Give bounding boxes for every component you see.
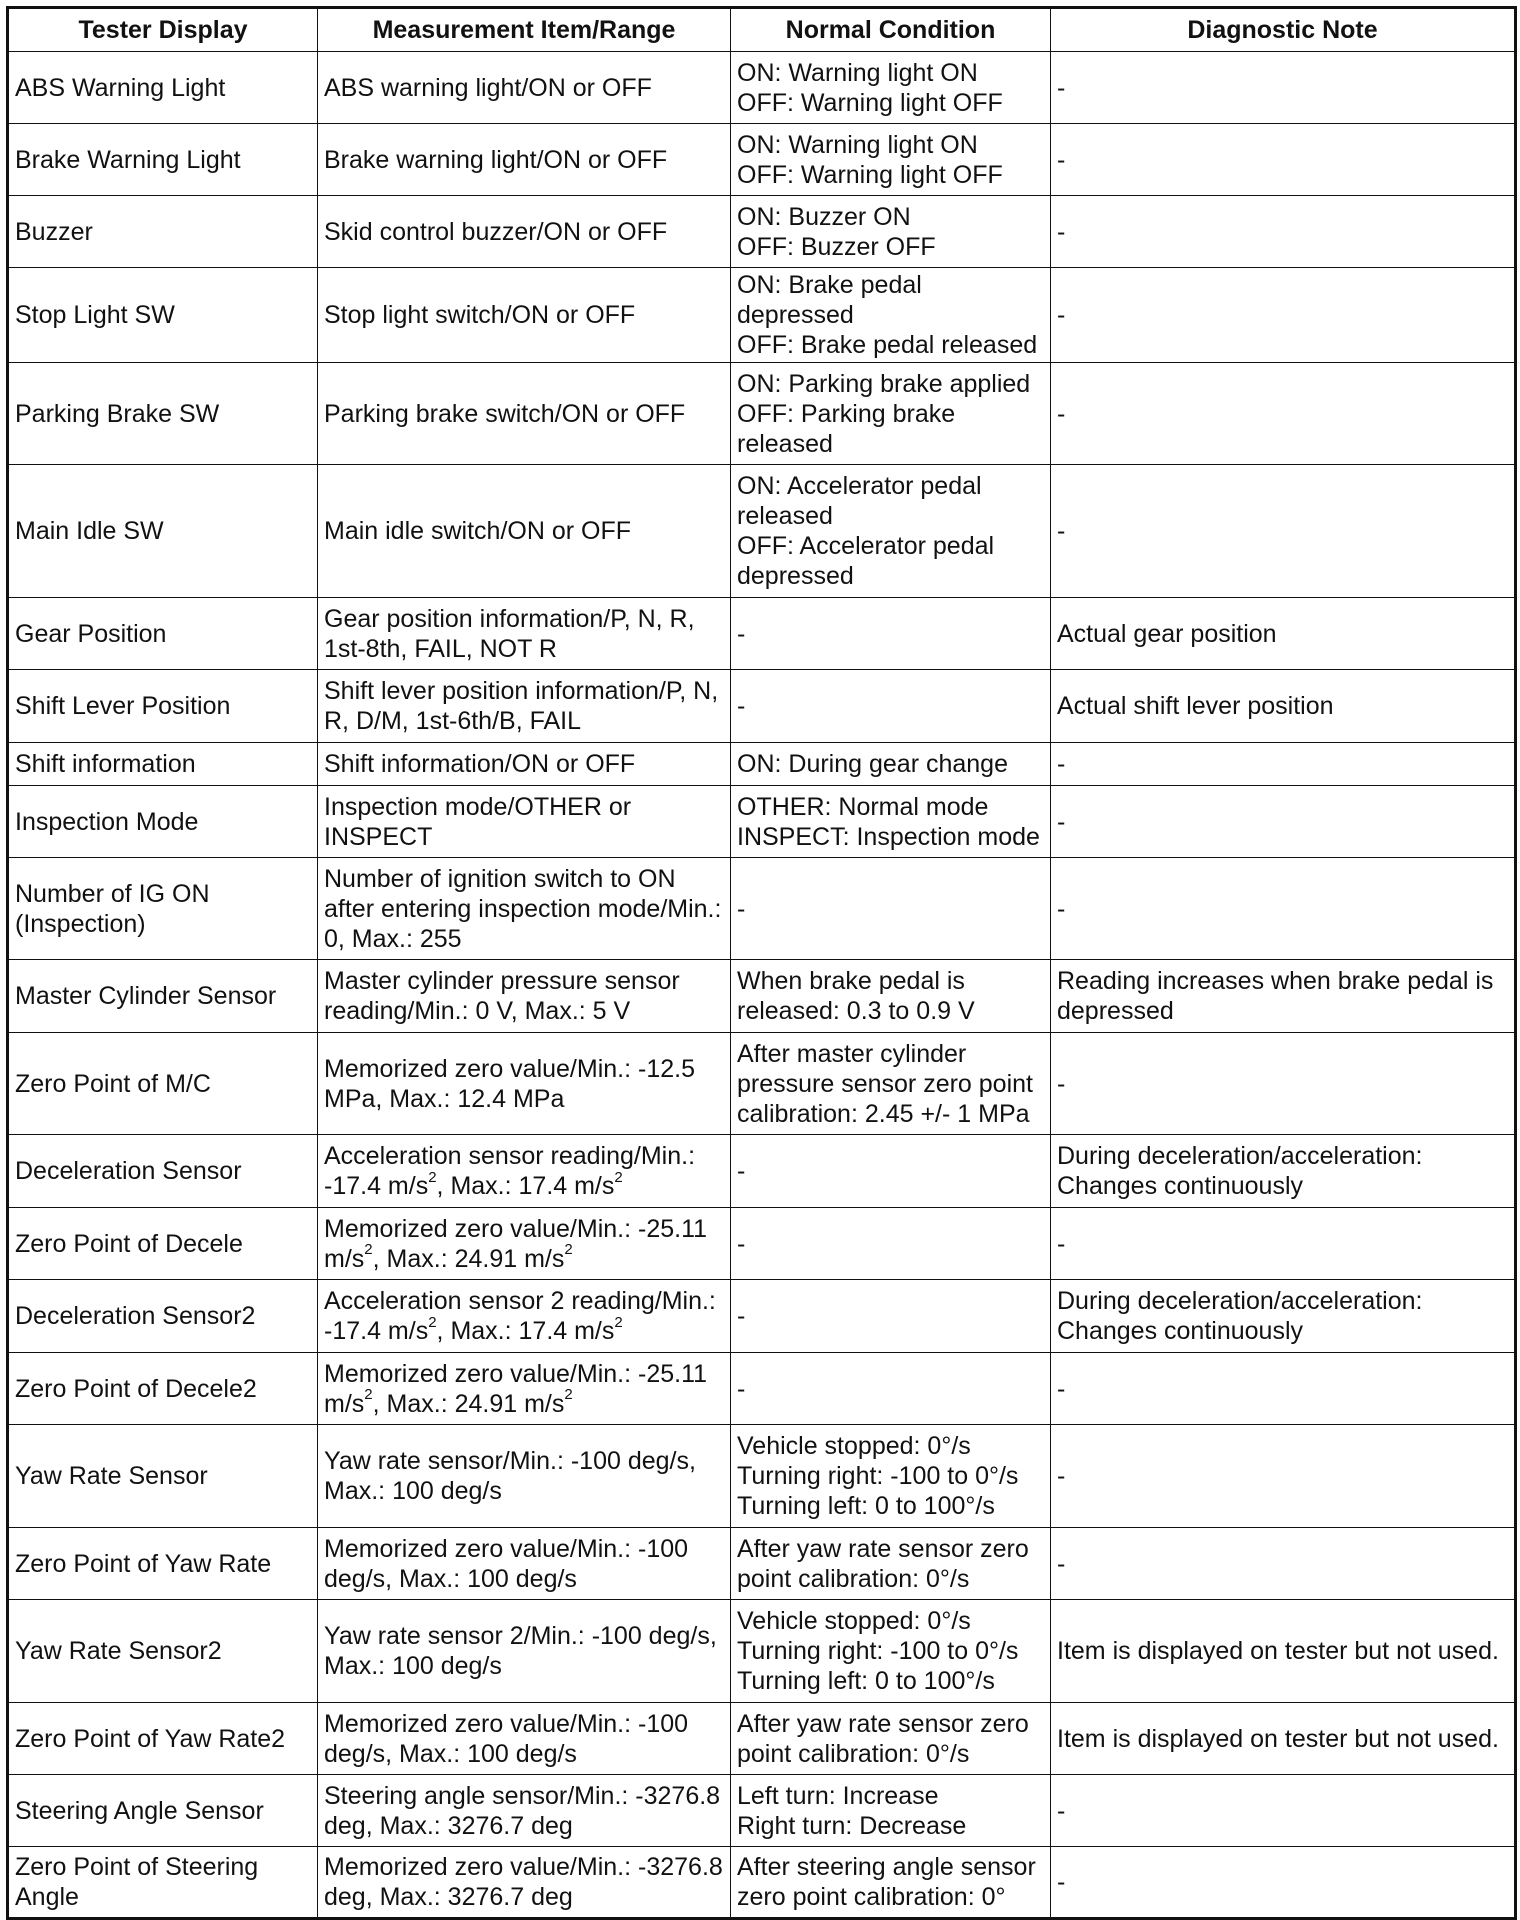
table-row xyxy=(8,1353,1516,1425)
cell-measurement-item: Yaw rate sensor 2/Min.: -100 deg/s, Max.: 100 deg/s xyxy=(318,1600,731,1703)
table-row xyxy=(8,124,1516,196)
cell-tester-display: Gear Position xyxy=(8,598,318,670)
cell-normal-condition: After steering angle sensor zero point calibration: 0° xyxy=(731,1847,1051,1919)
cell-tester-display: Main Idle SW xyxy=(8,465,318,598)
cell-normal-condition: ON: Parking brake applied OFF: Parking brake released xyxy=(731,363,1051,465)
cell-tester-display: Zero Point of Decele2 xyxy=(8,1353,318,1425)
cell-measurement-item: Memorized zero value/Min.: -25.11 $m/s^2$, Max.: 24.91 $m/s^2$ xyxy=(318,1353,731,1425)
cell-tester-display: Zero Point of Yaw Rate xyxy=(8,1528,318,1600)
cell-diagnostic-note: Actual shift lever position xyxy=(1051,670,1516,743)
table-row xyxy=(8,1425,1516,1528)
cell-tester-display: Brake Warning Light xyxy=(8,124,318,196)
cell-normal-condition: - xyxy=(731,1280,1051,1353)
table-row xyxy=(8,1033,1516,1135)
cell-normal-condition: ON: Warning light ON OFF: Warning light OFF xyxy=(731,124,1051,196)
cell-measurement-item: Acceleration sensor 2 reading/Min.: -17.4 $m/s^2$, Max.: 17.4 $m/s^2$ xyxy=(318,1280,731,1353)
cell-diagnostic-note: - xyxy=(1051,1847,1516,1919)
cell-tester-display: Yaw Rate Sensor2 xyxy=(8,1600,318,1703)
cell-normal-condition: Vehicle stopped: 0°/s Turning right: -100 to 0°/s Turning left: 0 to 100°/s xyxy=(731,1600,1051,1703)
cell-diagnostic-note: - xyxy=(1051,786,1516,858)
cell-diagnostic-note: - xyxy=(1051,743,1516,786)
cell-measurement-item: Shift information/ON or OFF xyxy=(318,743,731,786)
table-row xyxy=(8,1775,1516,1847)
header-tester-display: Tester Display xyxy=(8,8,318,52)
cell-diagnostic-note: - xyxy=(1051,1528,1516,1600)
cell-normal-condition: - xyxy=(731,1208,1051,1280)
cell-measurement-item: Memorized zero value/Min.: -12.5 MPa, Max.: 12.4 MPa xyxy=(318,1033,731,1135)
cell-measurement-item: Acceleration sensor reading/Min.: -17.4 $m/s^2$, Max.: 17.4 $m/s^2$ xyxy=(318,1135,731,1208)
cell-tester-display: Master Cylinder Sensor xyxy=(8,960,318,1033)
cell-normal-condition: ON: During gear change xyxy=(731,743,1051,786)
cell-tester-display: Deceleration Sensor xyxy=(8,1135,318,1208)
cell-diagnostic-note: During deceleration/acceleration: Changes continuously xyxy=(1051,1135,1516,1208)
cell-tester-display: Zero Point of Steering Angle xyxy=(8,1847,318,1919)
table-row xyxy=(8,1208,1516,1280)
cell-diagnostic-note: During deceleration/acceleration: Changes continuously xyxy=(1051,1280,1516,1353)
cell-normal-condition: When brake pedal is released: 0.3 to 0.9 V xyxy=(731,960,1051,1033)
cell-measurement-item: Master cylinder pressure sensor reading/Min.: 0 V, Max.: 5 V xyxy=(318,960,731,1033)
table-row xyxy=(8,960,1516,1033)
cell-tester-display: Zero Point of Decele xyxy=(8,1208,318,1280)
table-row xyxy=(8,786,1516,858)
cell-diagnostic-note: - xyxy=(1051,363,1516,465)
table-row xyxy=(8,858,1516,960)
cell-diagnostic-note: - xyxy=(1051,1775,1516,1847)
diagnostic-data-sheet xyxy=(6,6,1514,1920)
cell-normal-condition: After yaw rate sensor zero point calibration: 0°/s xyxy=(731,1703,1051,1775)
cell-normal-condition: - xyxy=(731,1353,1051,1425)
cell-diagnostic-note: Actual gear position xyxy=(1051,598,1516,670)
table-body xyxy=(8,52,1516,1919)
header-diagnostic-note: Diagnostic Note xyxy=(1051,8,1516,52)
cell-normal-condition: OTHER: Normal mode INSPECT: Inspection mode xyxy=(731,786,1051,858)
table-row xyxy=(8,52,1516,124)
cell-diagnostic-note: - xyxy=(1051,858,1516,960)
table-row xyxy=(8,196,1516,268)
cell-tester-display: Inspection Mode xyxy=(8,786,318,858)
cell-normal-condition: Vehicle stopped: 0°/s Turning right: -100 to 0°/s Turning left: 0 to 100°/s xyxy=(731,1425,1051,1528)
data-list-table xyxy=(6,6,1517,1920)
header-measurement-item: Measurement Item/Range xyxy=(318,8,731,52)
cell-tester-display: Deceleration Sensor2 xyxy=(8,1280,318,1353)
cell-normal-condition: Left turn: Increase Right turn: Decrease xyxy=(731,1775,1051,1847)
cell-diagnostic-note: - xyxy=(1051,465,1516,598)
cell-tester-display: Shift information xyxy=(8,743,318,786)
table-row xyxy=(8,743,1516,786)
cell-tester-display: ABS Warning Light xyxy=(8,52,318,124)
cell-measurement-item: Skid control buzzer/ON or OFF xyxy=(318,196,731,268)
cell-tester-display: Buzzer xyxy=(8,196,318,268)
cell-measurement-item: Inspection mode/OTHER or INSPECT xyxy=(318,786,731,858)
cell-measurement-item: Gear position information/P, N, R, 1st-8th, FAIL, NOT R xyxy=(318,598,731,670)
cell-normal-condition: ON: Warning light ON OFF: Warning light OFF xyxy=(731,52,1051,124)
cell-measurement-item: Stop light switch/ON or OFF xyxy=(318,268,731,363)
cell-tester-display: Zero Point of Yaw Rate2 xyxy=(8,1703,318,1775)
cell-tester-display: Parking Brake SW xyxy=(8,363,318,465)
table-row xyxy=(8,1528,1516,1600)
cell-measurement-item: Memorized zero value/Min.: -3276.8 deg, Max.: 3276.7 deg xyxy=(318,1847,731,1919)
header-normal-condition: Normal Condition xyxy=(731,8,1051,52)
cell-measurement-item: Steering angle sensor/Min.: -3276.8 deg, Max.: 3276.7 deg xyxy=(318,1775,731,1847)
cell-normal-condition: ON: Accelerator pedal released OFF: Accelerator pedal depressed xyxy=(731,465,1051,598)
cell-diagnostic-note: - xyxy=(1051,52,1516,124)
cell-diagnostic-note: - xyxy=(1051,1425,1516,1528)
table-row xyxy=(8,1280,1516,1353)
cell-diagnostic-note: Reading increases when brake pedal is depressed xyxy=(1051,960,1516,1033)
cell-measurement-item: Shift lever position information/P, N, R, D/M, 1st-6th/B, FAIL xyxy=(318,670,731,743)
table-row xyxy=(8,1703,1516,1775)
cell-normal-condition: - xyxy=(731,1135,1051,1208)
cell-tester-display: Number of IG ON (Inspection) xyxy=(8,858,318,960)
cell-measurement-item: Yaw rate sensor/Min.: -100 deg/s, Max.: 100 deg/s xyxy=(318,1425,731,1528)
cell-measurement-item: Memorized zero value/Min.: -100 deg/s, Max.: 100 deg/s xyxy=(318,1528,731,1600)
cell-measurement-item: ABS warning light/ON or OFF xyxy=(318,52,731,124)
cell-diagnostic-note: Item is displayed on tester but not used. xyxy=(1051,1600,1516,1703)
cell-diagnostic-note: - xyxy=(1051,268,1516,363)
cell-normal-condition: ON: Buzzer ON OFF: Buzzer OFF xyxy=(731,196,1051,268)
cell-measurement-item: Number of ignition switch to ON after entering inspection mode/Min.: 0, Max.: 255 xyxy=(318,858,731,960)
cell-normal-condition: - xyxy=(731,598,1051,670)
table-row xyxy=(8,1847,1516,1919)
cell-diagnostic-note: - xyxy=(1051,1033,1516,1135)
table-row xyxy=(8,598,1516,670)
table-row xyxy=(8,1135,1516,1208)
cell-tester-display: Shift Lever Position xyxy=(8,670,318,743)
cell-tester-display: Stop Light SW xyxy=(8,268,318,363)
table-row xyxy=(8,465,1516,598)
table-row xyxy=(8,363,1516,465)
cell-measurement-item: Parking brake switch/ON or OFF xyxy=(318,363,731,465)
header-row xyxy=(8,8,1516,52)
cell-diagnostic-note: - xyxy=(1051,196,1516,268)
cell-normal-condition: ON: Brake pedal depressed OFF: Brake pedal released xyxy=(731,268,1051,363)
cell-normal-condition: After master cylinder pressure sensor zero point calibration: 2.45 +/- 1 MPa xyxy=(731,1033,1051,1135)
cell-tester-display: Zero Point of M/C xyxy=(8,1033,318,1135)
cell-measurement-item: Memorized zero value/Min.: -100 deg/s, Max.: 100 deg/s xyxy=(318,1703,731,1775)
cell-measurement-item: Memorized zero value/Min.: -25.11 $m/s^2$, Max.: 24.91 $m/s^2$ xyxy=(318,1208,731,1280)
cell-tester-display: Yaw Rate Sensor xyxy=(8,1425,318,1528)
table-header xyxy=(8,8,1516,52)
cell-tester-display: Steering Angle Sensor xyxy=(8,1775,318,1847)
table-row xyxy=(8,268,1516,363)
cell-diagnostic-note: - xyxy=(1051,124,1516,196)
table-row xyxy=(8,1600,1516,1703)
cell-normal-condition: - xyxy=(731,858,1051,960)
cell-measurement-item: Brake warning light/ON or OFF xyxy=(318,124,731,196)
cell-normal-condition: After yaw rate sensor zero point calibration: 0°/s xyxy=(731,1528,1051,1600)
table-row xyxy=(8,670,1516,743)
cell-diagnostic-note: Item is displayed on tester but not used. xyxy=(1051,1703,1516,1775)
cell-diagnostic-note: - xyxy=(1051,1208,1516,1280)
cell-normal-condition: - xyxy=(731,670,1051,743)
cell-measurement-item: Main idle switch/ON or OFF xyxy=(318,465,731,598)
cell-diagnostic-note: - xyxy=(1051,1353,1516,1425)
